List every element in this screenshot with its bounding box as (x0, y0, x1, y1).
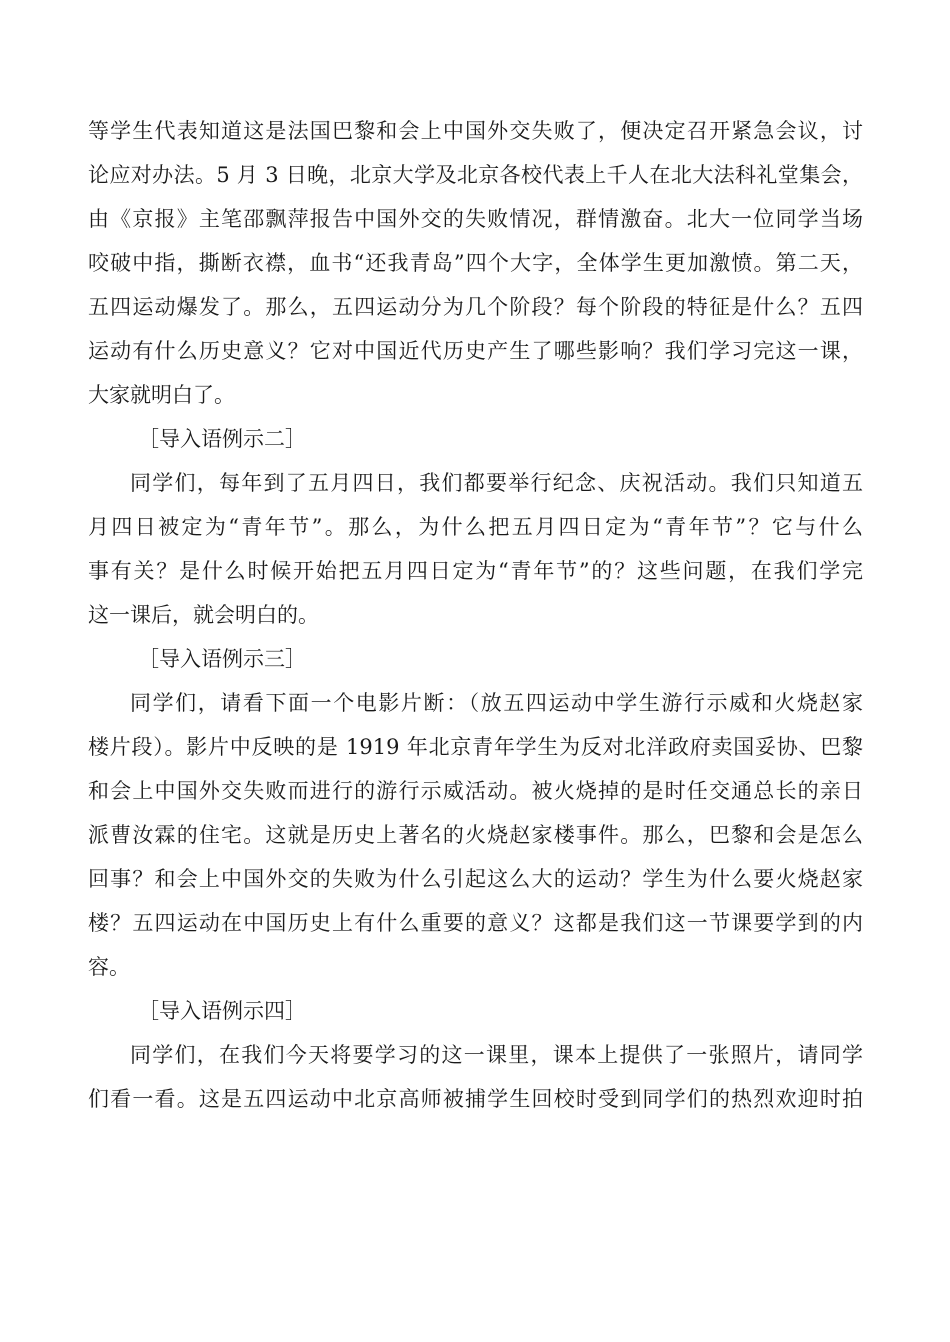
paragraph-line: 们看一看。这是五四运动中北京高师被捕学生回校时受到同学们的热烈欢迎时拍 (88, 1087, 863, 1111)
paragraph-line: 等学生代表知道这是法国巴黎和会上中国外交失败了，便决定召开紧急会议，讨 (88, 119, 863, 143)
paragraph-line: 运动有什么历史意义？它对中国近代历史产生了哪些影响？我们学习完这一课， (88, 339, 863, 363)
paragraph-line: 同学们，每年到了五月四日，我们都要举行纪念、庆祝活动。我们只知道五 (130, 471, 863, 495)
paragraph-line: 回事？和会上中国外交的失败为什么引起这么大的运动？学生为什么要火烧赵家 (88, 867, 863, 891)
paragraph-line: 同学们，在我们今天将要学习的这一课里，课本上提供了一张照片，请同学 (130, 1043, 863, 1067)
paragraph-line: 这一课后，就会明白的。 (88, 603, 319, 627)
body-paragraph (88, 1039, 863, 1115)
section-heading: ［导入语例示三］ (138, 647, 306, 671)
paragraph-line: 派曹汝霖的住宅。这就是历史上著名的火烧赵家楼事件。那么，巴黎和会是怎么 (88, 823, 863, 847)
paragraph-line: 同学们，请看下面一个电影片断：（放五四运动中学生游行示威和火烧赵家 (130, 691, 863, 715)
paragraph-line: 容。 (88, 955, 130, 979)
document-page (88, 115, 863, 1127)
paragraph-line: 事有关？是什么时候开始把五月四日定为“青年节”的？这些问题，在我们学完 (88, 559, 863, 583)
paragraph-line: 论应对办法。5 月 3 日晚，北京大学及北京各校代表上千人在北大法科礼堂集会， (88, 163, 863, 187)
paragraph-line: 和会上中国外交失败而进行的游行示威活动。被火烧掉的是时任交通总长的亲日 (88, 779, 863, 803)
section-heading: ［导入语例示四］ (138, 999, 306, 1023)
body-paragraph (88, 687, 863, 983)
section-heading: ［导入语例示二］ (138, 427, 306, 451)
paragraph-line: 五四运动爆发了。那么，五四运动分为几个阶段？每个阶段的特征是什么？五四 (88, 295, 863, 319)
paragraph-line: 楼片段）。影片中反映的是 1919 年北京青年学生为反对北洋政府卖国妥协、巴黎 (88, 735, 863, 759)
body-paragraph (88, 467, 863, 631)
paragraph-line: 大家就明白了。 (88, 383, 235, 407)
paragraph-line: 咬破中指，撕断衣襟，血书“还我青岛”四个大字，全体学生更加激愤。第二天， (88, 251, 863, 275)
paragraph-line: 由《京报》主笔邵飘萍报告中国外交的失败情况，群情激奋。北大一位同学当场 (88, 207, 863, 231)
body-paragraph (88, 115, 863, 411)
paragraph-line: 月四日被定为“青年节”。那么，为什么把五月四日定为“青年节”？它与什么 (88, 515, 863, 539)
paragraph-line: 楼？五四运动在中国历史上有什么重要的意义？这都是我们这一节课要学到的内 (88, 911, 863, 935)
